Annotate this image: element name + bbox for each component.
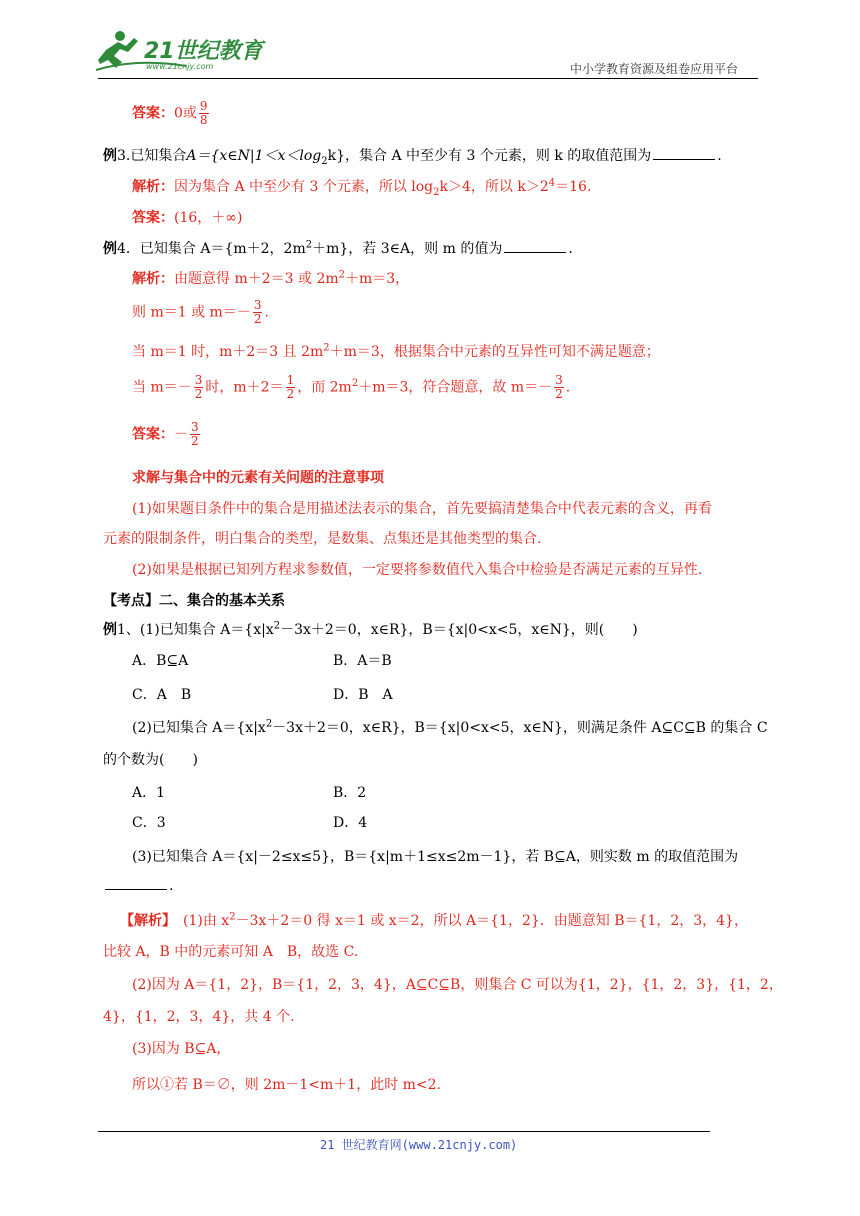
example-3-answer: 答案：(16，＋∞) <box>132 210 243 226</box>
notice-p1-line2: 元素的限制条件，明白集合的类型，是数集、点集还是其他类型的集合. <box>103 531 542 547</box>
solution-line3: (2)因为 A＝{1，2}，B＝{1，2，3，4}，A⊆C⊆B，则集合 C 可以为{1，2}，{1，2，3}，{1，2， <box>132 977 783 993</box>
option-2b: B．2 <box>333 785 367 801</box>
solution-line2: 比较 A，B 中的元素可知 A B，故选 C. <box>103 944 359 960</box>
notice-title: 求解与集合中的元素有关问题的注意事项 <box>132 470 384 486</box>
example-4-question: 例4．已知集合 A＝{m＋2，$2m^2+m$}，若 3∈A，则 m 的值为 . <box>103 239 573 257</box>
notice-p1-line1: (1)如果题目条件中的集合是用描述法表示的集合，首先要搞清楚集合中代表元素的含义，再看 <box>132 501 712 517</box>
answer-blank <box>504 251 566 253</box>
answer-blank <box>653 158 715 160</box>
option-c: C．A B <box>132 687 192 703</box>
option-a: A．B⊆A <box>132 653 189 669</box>
section-title: 【考点】二、集合的基本关系 <box>103 593 285 609</box>
notice-p2: (2)如果是根据已知列方程求参数值，一定要将参数值代入集合中检验是否满足元素的互异性. <box>132 562 703 578</box>
logo-text: 21世纪教育 <box>144 39 263 64</box>
example-3-question: 例3.已知集合$A=\{x\in N|1<x<\log_2k\}$，集合 A 中至少有 3 个元素，则 k 的取值范围为 . <box>103 148 722 167</box>
option-d: D．B A <box>333 687 393 703</box>
example-4-solution-4: 当 m＝－ $\frac{3}{2}$ 时，m＋2＝ $\frac{1}{2}$ ，而 $2m^2+m=3$，符合题意，故 m＝－ $\frac{3}{2}$ . <box>132 373 571 401</box>
header-rule <box>98 78 758 79</box>
example-1-q3: (3)已知集合 A＝{x|－2≤x≤5}，B＝{x|m＋1≤x≤2m－1}，若 B⊆A，则实数 m 的取值范围为 <box>132 849 739 865</box>
solution-line6: 所以①若 B＝∅，则 2m－1<m＋1，此时 m<2. <box>132 1077 442 1093</box>
example-1-q2-line2: 的个数为( ) <box>103 752 198 768</box>
example-4-solution-2: 则 m＝1 或 m＝－ $\frac{3}{2}$ . <box>132 298 269 326</box>
example-4-solution-3: 当 m＝1 时，m＋2＝3 且 $2m^2+m=3$，根据集合中元素的互异性可知不满足题意； <box>132 342 660 360</box>
option-2c: C．3 <box>132 815 166 831</box>
footer-rule <box>98 1131 710 1132</box>
example-4-answer: 答案：－ $\frac{3}{2}$ <box>132 420 199 448</box>
option-2d: D．4 <box>333 815 368 831</box>
option-b: B．A＝B <box>333 653 392 669</box>
answer-blank <box>105 888 167 890</box>
footer-text: 21 世纪教育网(www.21cnjy.com) <box>320 1138 518 1152</box>
example-1-q3-blank: . <box>103 878 173 894</box>
option-2a: A．1 <box>132 785 166 801</box>
example-3-solution: 解析：因为集合 A 中至少有 3 个元素，所以 $\log_2k>4$，所以 $k>2^4=16$. <box>132 177 592 198</box>
header-platform-text: 中小学教育资源及组卷应用平台 <box>570 62 739 76</box>
example-1-q1: 例1、(1)已知集合 $A=\{x|x^2-3x+2=0$，x∈R}，B＝{x|0<x<5，x∈N}，则( ) <box>103 620 638 638</box>
example-1-q2-line1: (2)已知集合 $A=\{x|x^2-3x+2=0$，x∈R}，B＝{x|0<x<5，x∈N}，则满足条件 A⊆C⊆B 的集合 C <box>132 718 768 736</box>
solution-line5: (3)因为 B⊆A， <box>132 1041 231 1057</box>
logo-url-text: www.21cnjy.com <box>146 62 214 71</box>
solution-line1: 【解析】 (1)由 $x^2-3x+2=0$ 得 x＝1 或 x＝2，所以 A＝{1，2}．由题意知 B＝{1，2，3，4}， <box>120 911 748 929</box>
answer-prev: 答案：0或 $\frac{9}{8}$ <box>132 99 208 127</box>
example-4-solution-1: 解析：由题意得 m＋2＝3 或 $2m^2+m=3$， <box>132 269 410 287</box>
solution-line4: 4}，{1，2，3，4}，共 4 个. <box>103 1009 295 1025</box>
